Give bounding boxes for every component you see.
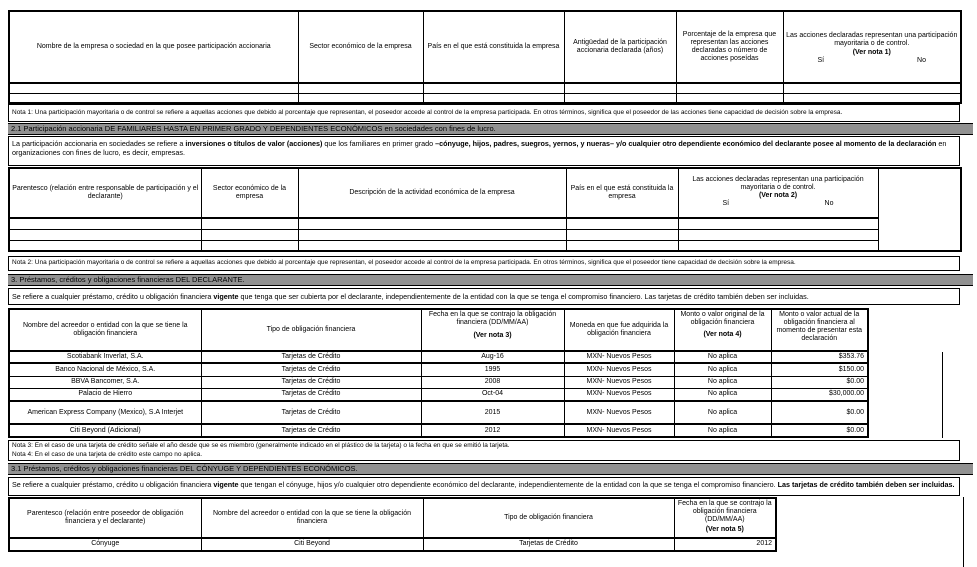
header-label: Sector económico de la empresa	[212, 184, 287, 200]
empty-cell	[9, 93, 298, 103]
column-header-sector	[298, 11, 423, 83]
header-label: Parentesco (relación entre responsable de participación y el declarante)	[12, 184, 199, 200]
header-label: Descripción de la actividad económica de la empresa	[349, 188, 515, 196]
see-note-4-label: (Ver nota 4)	[703, 331, 742, 339]
empty-cell	[298, 93, 423, 103]
header-label: Tipo de obligación financiera	[266, 325, 356, 333]
empty-cell	[9, 229, 201, 240]
empty-cell	[201, 240, 298, 251]
column-header-obligation-type	[201, 309, 421, 351]
empty-cell	[423, 83, 564, 93]
majority-header-content	[681, 174, 876, 212]
loan-row	[9, 388, 868, 401]
empty-cell	[564, 83, 676, 93]
note-2-text: Nota 2: Una participación mayoritaria o de control se refiere a aquellas acciones que debido al porcentaje que representan, el poseedor accede al control de la empresa participada. En otros términos, significa que el poseedor tiene capacidad de decisión sobre la empresa.	[12, 259, 796, 267]
column-header-current-amount	[771, 309, 868, 351]
empty-row	[9, 218, 961, 229]
current-amount-cell: $0.00	[771, 401, 868, 424]
creditor-cell: Scotiabank Inverlat, S.A.	[9, 351, 201, 363]
paragraph-text-bold: vigente	[213, 480, 239, 489]
empty-row	[9, 240, 961, 251]
paragraph-text-bold: Las tarjetas de crédito también deben ser incluidas.	[777, 480, 955, 489]
section-header-3-1	[8, 463, 973, 475]
header-label: Moneda en que fue adquirida la obligación financiera	[569, 321, 669, 337]
original-amount-cell: No aplica	[674, 376, 771, 388]
original-amount-cell: No aplica	[674, 363, 771, 376]
column-header-age	[564, 11, 676, 83]
loan-row	[9, 363, 868, 376]
loan-row	[9, 538, 776, 551]
header-label: País en el que está constituida la empresa	[570, 184, 674, 200]
empty-cell	[298, 218, 566, 229]
loan-row	[9, 351, 868, 363]
loan-row	[9, 376, 868, 388]
empty-cell	[298, 240, 566, 251]
section-header-3	[8, 274, 973, 286]
creditor-cell: Citi Beyond (Adicional)	[9, 424, 201, 437]
yes-label: Sí	[817, 56, 825, 64]
column-header-original-amount	[674, 309, 771, 351]
empty-cell	[676, 93, 783, 103]
empty-cell	[298, 83, 423, 93]
section-header-2-1	[8, 123, 973, 135]
grid-line	[963, 497, 964, 567]
family-shareholding-table	[8, 167, 962, 252]
header-label: Tipo de obligación financiera	[504, 513, 593, 521]
paragraph-text: en organizaciones con fines de lucro, es decir, empresas.	[12, 139, 947, 158]
see-note-5-label: (Ver nota 5)	[705, 526, 744, 534]
empty-cell	[564, 93, 676, 103]
creditor-cell: Palacio de Hierro	[9, 388, 201, 401]
paragraph-text: que tenga que ser cubierta por el declarante, independientemente de la entidad con la que se tenga el compromiso financiero. Las tarjetas de crédito también deben ser incluidas.	[238, 291, 809, 301]
obligation-type-cell: Tarjetas de Crédito	[201, 351, 421, 363]
column-header-sector	[201, 168, 298, 218]
original-amount-cell: No aplica	[674, 388, 771, 401]
section-2-1-description	[8, 136, 960, 166]
section-3-1-description	[8, 477, 960, 496]
original-amount-cell: No aplica	[674, 401, 771, 424]
spouse-loans-table	[8, 497, 777, 552]
column-header-majority-control	[678, 168, 878, 218]
empty-cell	[9, 83, 298, 93]
column-header-country	[423, 11, 564, 83]
header-label: Fecha en la que se contrajo la obligación financiera (DD/MM/AA)	[677, 500, 772, 524]
currency-cell: MXN- Nuevos Pesos	[564, 376, 674, 388]
kinship-cell: Cónyuge	[9, 538, 201, 551]
empty-cell	[201, 229, 298, 240]
header-label: Monto o valor actual de la obligación financiera al momento de presentar esta declaración	[776, 311, 863, 343]
currency-cell: MXN- Nuevos Pesos	[564, 401, 674, 424]
column-header-percentage	[676, 11, 783, 83]
empty-row	[9, 229, 961, 240]
column-header-activity	[298, 168, 566, 218]
header-label: Las acciones declaradas representan una participación mayoritaria o de control.	[786, 32, 958, 48]
current-amount-cell: $0.00	[771, 376, 868, 388]
empty-cell	[678, 218, 878, 229]
date-cell: 2012	[674, 538, 776, 551]
obligation-type-cell: Tarjetas de Crédito	[201, 401, 421, 424]
header-label: Fecha en la que se contrajo la obligación financiera (DD/MM/AA)	[428, 311, 557, 327]
currency-cell: MXN- Nuevos Pesos	[564, 424, 674, 437]
note-2	[8, 256, 960, 271]
see-note-3-label: (Ver nota 3)	[473, 332, 512, 340]
empty-cell	[298, 229, 566, 240]
paragraph-text: Se refiere a cualquier préstamo, crédito u obligación financiera	[12, 480, 214, 489]
date-cell: Oct-04	[421, 388, 564, 401]
empty-side-cell	[878, 168, 961, 251]
section-title: 2.1 Participación accionaria DE FAMILIARES HASTA EN PRIMER GRADO Y DEPENDIENTES ECONÓMICOS en sociedades con fines de lucro.	[11, 124, 496, 134]
paragraph-text: La participación accionaria en sociedades se refiere a	[12, 139, 186, 148]
table-header-row	[9, 11, 961, 83]
table-header-row	[9, 498, 776, 538]
empty-cell	[783, 93, 961, 103]
note-4-text: Nota 4: En el caso de una tarjeta de crédito este campo no aplica.	[12, 450, 203, 458]
yes-no-labels	[786, 57, 959, 71]
current-amount-cell: $150.00	[771, 363, 868, 376]
loan-row	[9, 424, 868, 437]
creditor-cell: American Express Company (Mexico), S.A Interjet	[9, 401, 201, 424]
currency-cell: MXN- Nuevos Pesos	[564, 363, 674, 376]
currency-cell: MXN- Nuevos Pesos	[564, 388, 674, 401]
header-label: Las acciones declaradas representan una participación mayoritaria o de control.	[692, 175, 864, 191]
column-header-obligation-type	[423, 498, 674, 538]
table-header-row	[9, 309, 868, 351]
grid-line	[942, 352, 943, 438]
empty-cell	[678, 240, 878, 251]
column-header-currency	[564, 309, 674, 351]
note-1-text: Nota 1: Una participación mayoritaria o de control se refiere a aquellas acciones que debido al porcentaje que representan, el poseedor accede al control de la empresa participada. En otros términos, significa que el poseedor de las acciones tiene capacidad de decisión sobre la empresa.	[12, 108, 843, 116]
see-note-1-label: (Ver nota 1)	[852, 48, 891, 56]
paragraph-text-bold: vigente	[213, 291, 239, 301]
notes-3-4	[8, 440, 960, 461]
yes-no-labels	[681, 200, 876, 212]
obligation-type-cell: Tarjetas de Crédito	[423, 538, 674, 551]
current-amount-cell: $353.76	[771, 351, 868, 363]
no-label: No	[824, 200, 834, 208]
empty-cell	[566, 229, 678, 240]
column-header-date	[421, 309, 564, 351]
current-amount-cell: $0.00	[771, 424, 868, 437]
empty-cell	[676, 83, 783, 93]
obligation-type-cell: Tarjetas de Crédito	[201, 376, 421, 388]
section-3-description	[8, 288, 960, 305]
section-title: 3.1 Préstamos, créditos y obligaciones financieras DEL CÓNYUGE Y DEPENDIENTES ECONÓMICOS.	[11, 464, 358, 474]
column-header-country	[566, 168, 678, 218]
empty-cell	[783, 83, 961, 93]
header-label: Sector económico de la empresa	[309, 42, 412, 50]
creditor-cell: BBVA Bancomer, S.A.	[9, 376, 201, 388]
section-title: 3. Préstamos, créditos y obligaciones financieras DEL DECLARANTE.	[11, 275, 245, 285]
paragraph-text: que los familiares en primer grado	[322, 139, 436, 148]
obligation-type-cell: Tarjetas de Crédito	[201, 388, 421, 401]
paragraph-text: Se refiere a cualquier préstamo, crédito u obligación financiera	[12, 291, 214, 301]
note-3-text: Nota 3: En el caso de una tarjeta de crédito señale el año desde que se es miembro (generalmente indicado en el plástico de la tarjeta) o la fecha en que se emitió la tarjeta.	[12, 442, 510, 450]
empty-cell	[423, 93, 564, 103]
empty-cell	[9, 240, 201, 251]
date-cell: 2015	[421, 401, 564, 424]
original-amount-cell: No aplica	[674, 424, 771, 437]
column-header-date	[674, 498, 776, 538]
obligation-type-cell: Tarjetas de Crédito	[201, 363, 421, 376]
empty-cell	[201, 218, 298, 229]
column-header-creditor	[201, 498, 423, 538]
column-header-creditor	[9, 309, 201, 351]
shareholding-table	[8, 10, 962, 104]
see-note-2-label: (Ver nota 2)	[758, 192, 798, 199]
column-header-kinship	[9, 498, 201, 538]
loan-row	[9, 401, 868, 424]
no-label: No	[917, 56, 926, 64]
empty-cell	[566, 218, 678, 229]
note-1	[8, 104, 960, 122]
header-label: Nombre del acreedor o entidad con la que se tiene la obligación financiera	[212, 509, 412, 525]
header-label: Nombre de la empresa o sociedad en la que posee participación accionaria	[36, 42, 271, 50]
original-amount-cell: No aplica	[674, 351, 771, 363]
current-amount-cell: $30,000.00	[771, 388, 868, 401]
column-header-kinship	[9, 168, 201, 218]
header-label: Nombre del acreedor o entidad con la que se tiene la obligación financiera	[22, 321, 188, 337]
header-label: Porcentaje de la empresa que representan las acciones declaradas o número de acciones poseídas	[682, 30, 777, 63]
obligation-type-cell: Tarjetas de Crédito	[201, 424, 421, 437]
table-header-row	[9, 168, 961, 218]
column-header-majority-control	[783, 11, 961, 83]
declarant-loans-table	[8, 308, 869, 438]
empty-cell	[9, 218, 201, 229]
header-label: Antigüedad de la participación accionaria declarada (años)	[573, 38, 667, 54]
header-label: Monto o valor original de la obligación financiera	[680, 311, 765, 327]
empty-row	[9, 93, 961, 103]
header-label: País en el que está constituida la empresa	[427, 42, 560, 50]
date-cell: Aug-16	[421, 351, 564, 363]
creditor-cell: Citi Beyond	[201, 538, 423, 551]
empty-row	[9, 83, 961, 93]
paragraph-wrapper	[12, 292, 809, 301]
majority-header-content	[786, 23, 959, 70]
date-cell: 2012	[421, 424, 564, 437]
empty-cell	[566, 240, 678, 251]
date-cell: 1995	[421, 363, 564, 376]
paragraph-text: que tengan el cónyuge, hijos y/o cualquier otro dependiente económico del declarante, independientemente de la entidad con la que se tenga el compromiso financiero.	[238, 480, 778, 489]
yes-label: Sí	[722, 200, 730, 208]
header-label: Parentesco (relación entre poseedor de obligación financiera y el declarante)	[27, 509, 184, 525]
paragraph-text-bold: inversiones o títulos de valor (acciones)	[185, 139, 323, 148]
date-cell: 2008	[421, 376, 564, 388]
empty-cell	[678, 229, 878, 240]
creditor-cell: Banco Nacional de México, S.A.	[9, 363, 201, 376]
currency-cell: MXN- Nuevos Pesos	[564, 351, 674, 363]
column-header-company-name	[9, 11, 298, 83]
paragraph-text-bold: –cónyuge, hijos, padres, suegros, yernos, y nueras– y/o cualquier otro dependiente económico del declarante posee al momento de la declaración	[435, 139, 937, 148]
